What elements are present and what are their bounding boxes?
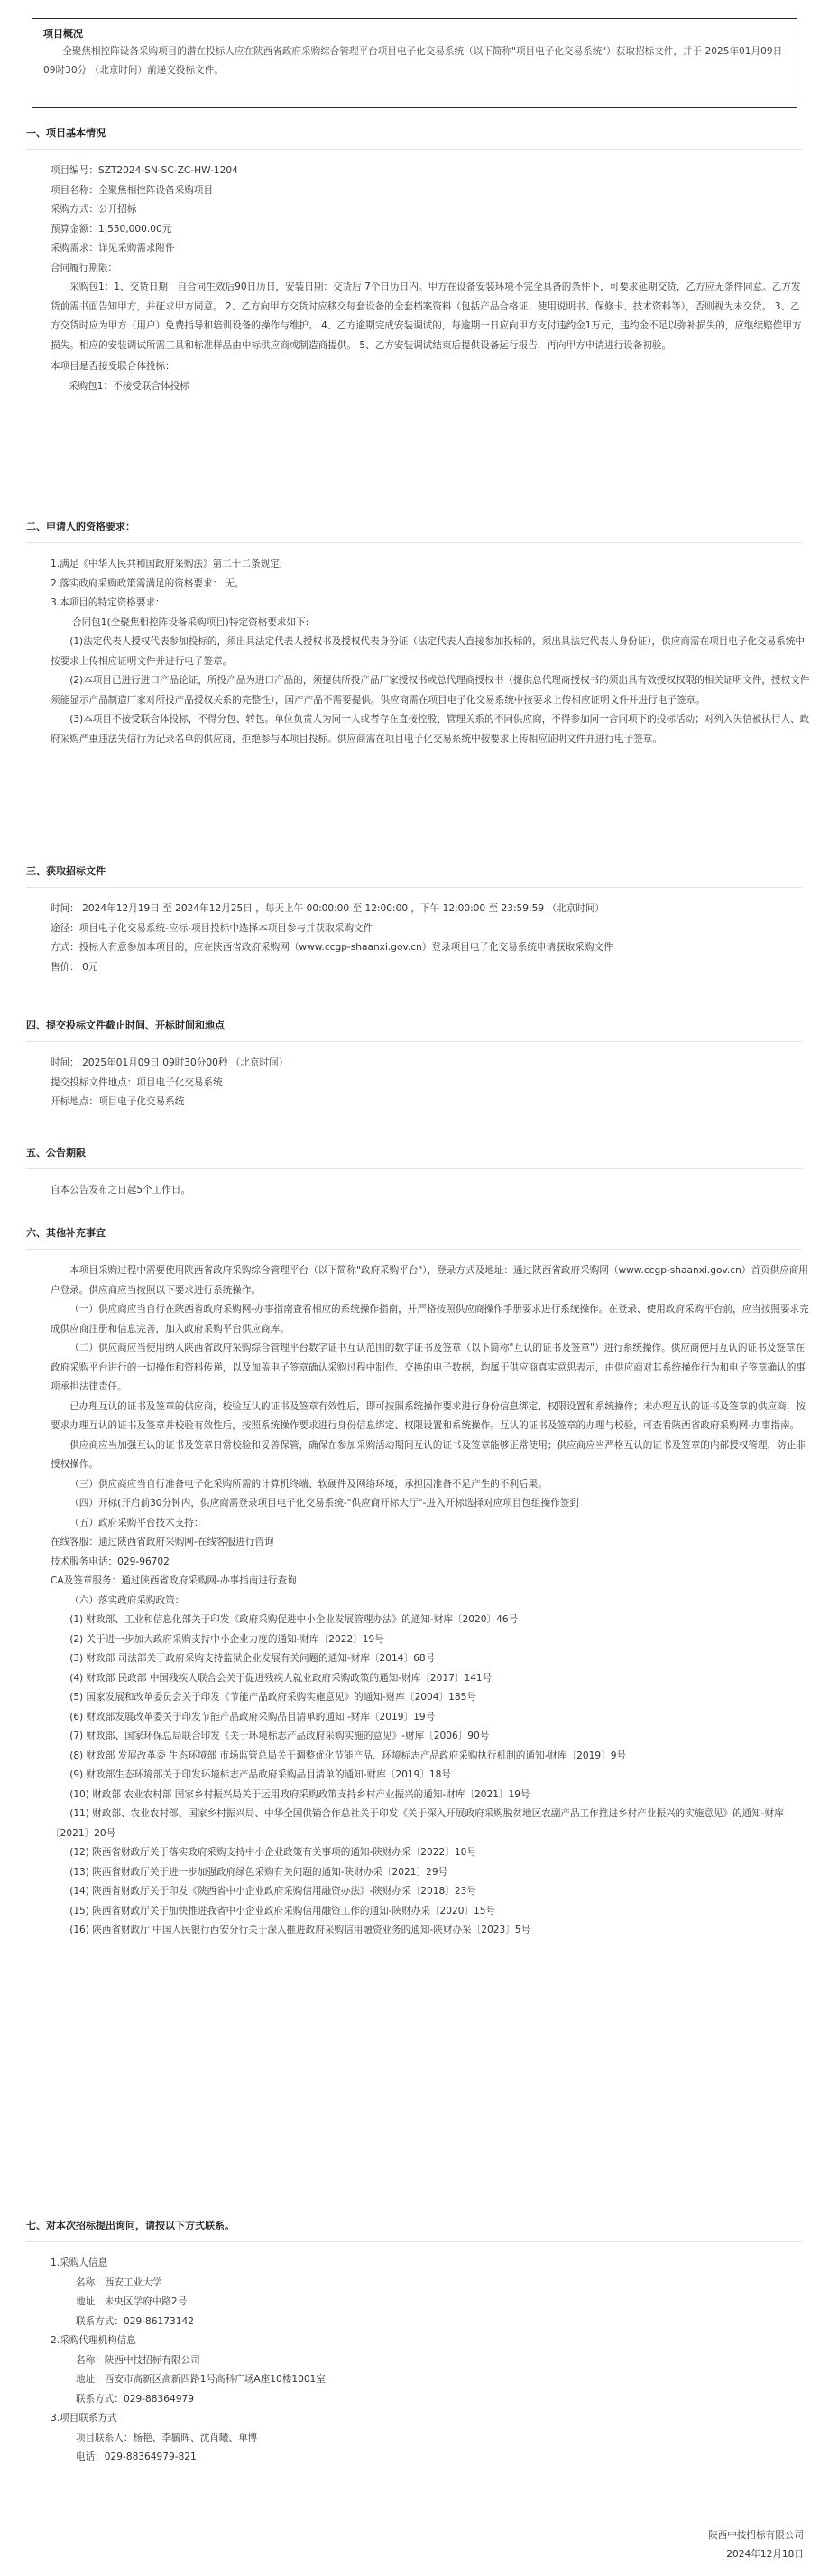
get-documents-price: 售价： 0元	[51, 961, 98, 973]
budget-amount: 预算金额：1,550,000.00元	[51, 223, 172, 235]
other-p9: 在线客服：通过陕西省政府采购网-在线客服进行咨询	[51, 1537, 274, 1547]
section-notice-period	[26, 1145, 802, 1201]
other-p12: （六）落实政府采购政策：	[69, 1594, 185, 1606]
other-p5: 供应商应当加强互认的证书及签章日常校验和妥善保管，确保在参加采购活动期间互认的证书及签章能够正常使用；供应商应当严格互认的证书及签章的内部授权管理，防止非授权操作。	[51, 1439, 806, 1470]
policy-item: (7) 财政部、国家环保总局联合印发《关于环境标志产品政府采购实施的意见》-财库〔2006〕90号	[69, 1731, 490, 1741]
procurement-requirement: 采购需求：详见采购需求附件	[51, 243, 175, 254]
package-detail: 采购包1：1、交货日期：自合同生效后90日历日，安装日期：交货后 7个日历日内。甲方在设备安装环境不完全具备的条件下，可要求延期交货，乙方应无条件同意。乙方发货前需书面告知甲方，并征求甲方同意。 2、乙方向甲方交货时应移交每套设备的全套档案资料（包括产品合格证、使用说明书、保修卡、技术资料等），否则视为未交货。 3、乙方交货时应为甲方（用户）免费指导和培训设备的操作与维护。 4、乙方逾期完成安装调试的，每逾期一日应向甲方支付违约金1万元，违约金不足以弥补损失的，应继续赔偿甲方损失。相应的安装调试所需工具和标准样品由中标供应商或制造商提供。 5、乙方安装调试结束后提供设备运行报告，再向甲方申请进行设备初验。	[51, 282, 802, 351]
policy-item: (16) 陕西省财政厅 中国人民银行西安分行关于深入推进政府采购信用融资业务的通知-陕财办采〔2023〕5号	[69, 1925, 531, 1935]
agency-title: 2.采购代理机构信息	[51, 2335, 136, 2346]
get-documents-way: 方式：投标人有意参加本项目的，应在陕西省政府采购网（www.ccgp-shaanxi.gov.cn）登录项目电子化交易系统申请获取采购文件	[51, 942, 613, 953]
policy-item: (11) 财政部、农业农村部、国家乡村振兴局、中华全国供销合作总社关于印发《关于深入开展政府采购脱贫地区农副产品工作推进乡村产业振兴的实施意见》的通知-财库〔2021〕20号	[51, 1808, 784, 1839]
section-heading: 三、获取招标文件	[26, 865, 106, 877]
section-heading: 二、申请人的资格要求：	[26, 521, 135, 532]
section-contact	[26, 2218, 802, 2468]
requirement-3-intro: 合同包1(全聚焦相控阵设备采购项目)特定资格要求如下:	[72, 616, 309, 628]
qualification-list	[26, 555, 813, 749]
divider	[26, 542, 802, 543]
policy-item: (15) 陕西省财政厅关于加快推进我省中小企业政府采购信用融资工作的通知-陕财办采〔2020〕15号	[69, 1905, 496, 1916]
section-qualification	[26, 519, 810, 749]
agency-address: 地址：西安市高新区高新四路1号高科广场A座10楼1001室	[76, 2374, 326, 2385]
policy-item: (14) 陕西省财政厅关于印发《陕西省中小企业政府采购信用融资办法》-陕财办采〔2018〕23号	[69, 1886, 476, 1897]
policy-item: (4) 财政部 民政部 中国残疾人联合会关于促进残疾人就业政府采购政策的通知-财库〔2017〕141号	[69, 1672, 493, 1684]
other-p2: （一）供应商应当自行在陕西省政府采购网-办事指南查看相应的系统操作指南，并严格按照供应商操作手册要求进行系统操作。在登录、使用政府采购平台前，应当按照要求完成供应商注册和信息完善，加入政府采购平台供应商库。	[51, 1304, 809, 1334]
get-documents-list	[26, 900, 813, 977]
notice-period-body	[26, 1181, 813, 1201]
agency-name: 名称：陕西中技招标有限公司	[76, 2354, 200, 2366]
purchaser-title: 1.采购人信息	[51, 2257, 108, 2268]
submit-place: 提交投标文件地点：项目电子化交易系统	[51, 1076, 223, 1088]
other-p3: （二）供应商应当使用纳入陕西省政府采购综合管理平台数字证书互认范围的数字证书及签章（以下简称"互认的证书及签章"）进行系统操作。供应商使用互认的证书及签章在政府采购平台进行的一切操作和资料传递，以及加盖电子签章确认采购过程中制作、交换的电子数据，均属于供应商真实意思表示，由供应商对其系统操作行为和电子签章确认的事项承担法律责任。	[51, 1343, 806, 1392]
agency-phone: 联系方式：029-88364979	[76, 2393, 194, 2405]
other-p4: 已办理互认的证书及签章的供应商，校验互认的证书及签章有效性后，即可按照系统操作要求进行身份信息绑定、权限设置和系统操作；未办理互认的证书及签章的供应商，按要求办理互认的证书及签章并校验有效性后，按照系统操作要求进行身份信息绑定、权限设置和系统操作。互认的证书及签章的办理与校验，可查看陕西省政府采购网-办事指南。	[51, 1400, 806, 1431]
policy-item: (6) 财政部发展改革委关于印发节能产品政府采购品目清单的通知 -财库〔2019〕19号	[69, 1711, 436, 1722]
divider	[26, 887, 802, 888]
other-p10: 技术服务电话：029-96702	[51, 1556, 170, 1567]
project-contact-people: 项目联系人：杨艳、李毓晖、沈肖曦、单博	[76, 2432, 258, 2443]
overview-title: 项目概况	[43, 28, 83, 40]
divider	[26, 2241, 802, 2242]
policy-item: (1) 财政部、工业和信息化部关于印发《政府采购促进中小企业发展管理办法》的通知-财库〔2020〕46号	[69, 1614, 519, 1625]
section-heading: 六、其他补充事宜	[26, 1227, 106, 1239]
project-name: 项目名称：全聚焦相控阵设备采购项目	[51, 184, 214, 196]
policy-item: (8) 财政部 发展改革委 生态环境部 市场监管总局关于调整优化节能产品、环境标志产品政府采购执行机制的通知-财库〔2019〕9号	[69, 1750, 627, 1761]
section-heading: 四、提交投标文件截止时间、开标时间和地点	[26, 1020, 225, 1031]
requirement-3-item-2: (2)本项目已进行进口产品论证，所投产品为进口产品的，须提供所投产品厂家授权书或总代理商授权书（提供总代理商授权书的须出具有效授权权限的相关证明文件，授权文件须能显示产品制造厂家对所投产品授权关系的完整性），国产产品不需要提供。供应商需在项目电子化交易系统中按要求上传相应证明文件并进行电子签章。	[51, 675, 810, 706]
project-contact-title: 3.项目联系方式	[51, 2413, 117, 2424]
project-contact-phone: 电话：029-88364979-821	[76, 2451, 197, 2462]
policy-item: (10) 财政部 农业农村部 国家乡村振兴局关于运用政府采购政策支持乡村产业振兴的通知-财库〔2021〕19号	[69, 1788, 530, 1800]
section-get-documents	[26, 863, 802, 977]
signature-company: 陕西中技招标有限公司	[708, 2530, 804, 2541]
get-documents-route: 途径：项目电子化交易系统-应标-项目投标中选择本项目参与并获取采购文件	[51, 922, 373, 934]
signature-block	[708, 2526, 804, 2564]
other-p7: （四）开标(开启前30分钟内，供应商需登录项目电子化交易系统-"供应商开标大厅"-进入开标选择对应项目包组操作签到	[69, 1498, 579, 1509]
notice-period-text: 自本公告发布之日起5个工作日。	[51, 1185, 191, 1196]
policy-item: (3) 财政部 司法部关于政府采购支持监狱企业发展有关问题的通知-财库〔2014〕68号	[69, 1653, 436, 1664]
procurement-method: 采购方式：公开招标	[51, 204, 137, 215]
policy-item: (12) 陕西省财政厅关于落实政府采购支持中小企业政策有关事项的通知-陕财办采〔2022〕10号	[69, 1847, 476, 1858]
purchaser-phone: 联系方式：029-86173142	[76, 2315, 194, 2327]
project-overview-box	[32, 18, 797, 108]
deadline-time: 时间： 2025年01月09日 09时30分00秒 （北京时间）	[51, 1057, 289, 1068]
requirement-3-item-1: (1)法定代表人授权代表参加投标的，须出具法定代表人授权书及授权代表身份证（法定代表人直接参加投标的，须出具法定代表人身份证），供应商需在项目电子化交易系统中按要求上传相应证明文件并进行电子签章。	[51, 636, 806, 667]
policy-item: (2) 关于进一步加大政府采购支持中小企业力度的通知-财库〔2022〕19号	[69, 1633, 384, 1645]
requirement-1: 1.满足《中华人民共和国政府采购法》第二十二条规定;	[51, 559, 283, 569]
consortium-answer: 采购包1：不接受联合体投标	[69, 380, 189, 392]
get-documents-time: 时间： 2024年12月19日 至 2024年12月25日 ，每天上午 00:00:00 至 12:00:00 ，下午 12:00:00 至 23:59:59 （北京时间）	[51, 903, 605, 914]
requirement-3: 3.本项目的特定资格要求：	[51, 597, 165, 608]
contact-body	[26, 2254, 813, 2468]
purchaser-name: 名称：西安工业大学	[76, 2276, 162, 2288]
other-matters-body	[26, 1261, 813, 1941]
requirement-2: 2.落实政府采购政策需满足的资格要求： 无。	[51, 577, 244, 589]
section-heading: 一、项目基本情况	[26, 127, 106, 139]
policy-item: (13) 陕西省财政厅关于进一步加强政府绿色采购有关问题的通知-陕财办采〔2021〕29号	[69, 1866, 448, 1878]
divider	[26, 1249, 802, 1250]
project-number: 项目编号：SZT2024-SN-SC-ZC-HW-1204	[51, 165, 238, 176]
purchaser-address: 地址：未央区学府中路2号	[76, 2296, 188, 2307]
contract-term-label: 合同履行期限：	[51, 262, 118, 273]
basic-info-list	[26, 162, 813, 396]
open-place: 开标地点：项目电子化交易系统	[51, 1096, 185, 1107]
divider	[26, 1041, 802, 1042]
policy-list	[51, 1611, 813, 1941]
policy-item: (5) 国家发展和改革委员会关于印发《节能产品政府采购实施意见》的通知-财库〔2004〕185号	[69, 1692, 476, 1703]
signature-date: 2024年12月18日	[726, 2549, 804, 2560]
section-heading: 七、对本次招标提出询问，请按以下方式联系。	[26, 2220, 235, 2231]
other-p1: 本项目采购过程中需要使用陕西省政府采购综合管理平台（以下简称"政府采购平台"），登录方式及地址：通过陕西省政府采购网（www.ccgp-shaanxi.gov.cn）首页供应商用户登录。供应商应当按照以下要求进行系统操作。	[51, 1265, 809, 1296]
overview-text: 全聚焦相控阵设备采购项目的潜在投标人应在陕西省政府采购综合管理平台项目电子化交易系统（以下简称"项目电子化交易系统"）获取招标文件，并于 2025年01月09日 09时30分 （北京时间）前递交投标文件。	[43, 46, 783, 76]
other-p8: （五）政府采购平台技术支持：	[69, 1517, 204, 1528]
deadline-list	[26, 1054, 813, 1113]
section-heading: 五、公告期限	[26, 1147, 86, 1159]
policy-item: (9) 财政部生态环境部关于印发环境标志产品政府采购品目清单的通知-财库〔2019〕18号	[69, 1769, 452, 1780]
section-basic-info	[26, 125, 802, 396]
other-p6: （三）供应商应当自行准备电子化采购所需的计算机终端、软硬件及网络环境，承担因准备不足产生的不利后果。	[69, 1478, 548, 1490]
consortium-question: 本项目是否接受联合体投标：	[51, 361, 175, 372]
section-deadline	[26, 1018, 802, 1113]
requirement-3-item-3: (3)本项目不接受联合体投标，不得分包、转包。单位负责人为同一人或者存在直接控股、管理关系的不同供应商，不得参加同一合同项下的投标活动；对列入失信被执行人、政府采购严重违法失信行为记录名单的供应商，拒绝参与本项目投标。供应商需在项目电子化交易系统中按要求上传相应证明文件并进行电子签章。	[51, 714, 810, 744]
section-other-matters	[26, 1225, 809, 1941]
other-p11: CA及签章服务：通过陕西省政府采购网-办事指南进行查询	[51, 1575, 297, 1586]
divider	[26, 149, 802, 150]
divider	[26, 1168, 802, 1169]
